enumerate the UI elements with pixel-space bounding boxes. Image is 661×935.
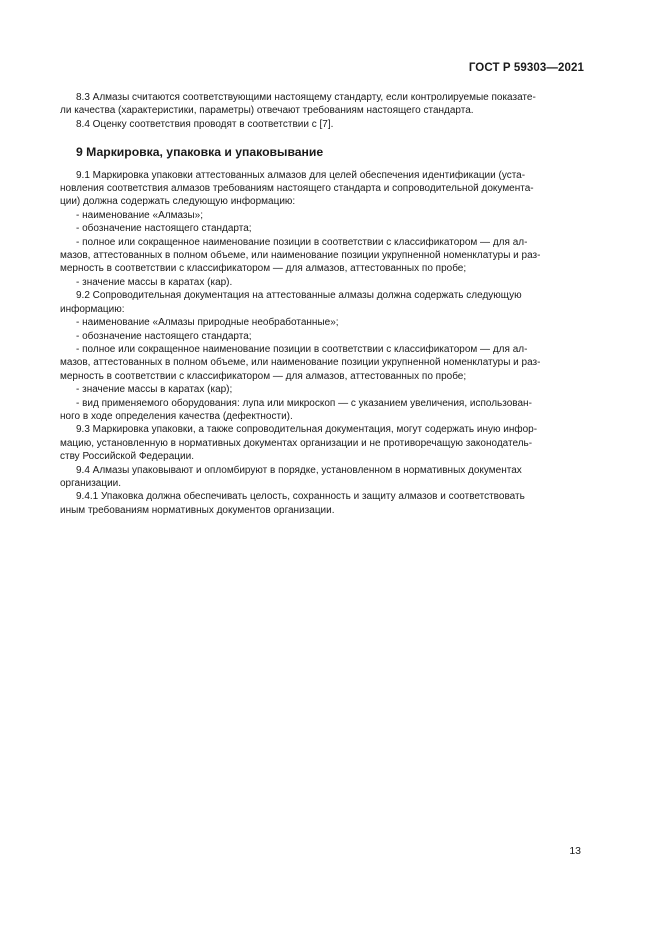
paragraph-9-3 [60, 423, 584, 463]
text-line: ли качества (характеристики, параметры) отвечают требованиям настоящего стандарта. [60, 105, 474, 117]
text-line: 9.1 Маркировка упаковки аттестованных алмазов для целей обеспечения идентификации (уста- [76, 169, 526, 181]
text-line: иным требованиям нормативных документов организации. [60, 504, 335, 516]
text-line: мерность в соответствии с классификатором — для алмазов, аттестованных по пробе; [60, 263, 467, 275]
list-item: - наименование «Алмазы природные необработанные»; [76, 317, 339, 329]
paragraph-9-4 [60, 464, 584, 491]
text-line: ции) должна содержать следующую информацию: [60, 196, 296, 208]
paragraph-8-3 [60, 91, 584, 118]
text-line: 8.3 Алмазы считаются соответствующими настоящему стандарту, если контролируемые показате- [76, 92, 536, 103]
paragraph-9-4-1 [60, 490, 584, 517]
text-line: мазов, аттестованных в полном объеме, или наименование позиции укрупненной номенклатуры и раз- [60, 250, 541, 262]
text-line: 9.4 Алмазы упаковывают и опломбируют в порядке, установленном в нормативных документах [76, 464, 522, 476]
list-item: - значение массы в каратах (кар). [76, 276, 233, 288]
section-heading-9: 9 Маркировка, упаковка и упаковывание [76, 145, 324, 160]
list-item: - полное или сокращенное наименование позиции в соответствии с классификатором — для ал- [76, 236, 528, 248]
paragraph-8-4 [60, 118, 584, 131]
text-line: 8.4 Оценку соответствия проводят в соответствии с [7]. [76, 118, 334, 130]
document-body [60, 91, 584, 517]
list-item: - вид применяемого оборудования: лупа или микроскоп — с указанием увеличения, использован- [76, 397, 532, 409]
paragraph-9-1 [60, 169, 584, 290]
text-line: мацию, установленную в нормативных документах организации и не противоречащую законодатель- [60, 437, 533, 449]
list-item: - значение массы в каратах (кар); [76, 384, 233, 396]
paragraph-9-2 [60, 289, 584, 423]
document-header: ГОСТ Р 59303—2021 [468, 62, 584, 74]
list-item: - обозначение настоящего стандарта; [76, 330, 252, 342]
text-line: мазов, аттестованных в полном объеме, или наименование позиции укрупненной номенклатуры и раз- [60, 357, 541, 369]
list-item: - обозначение настоящего стандарта; [76, 223, 252, 235]
list-item: - наименование «Алмазы»; [76, 209, 204, 221]
text-line: 9.4.1 Упаковка должна обеспечивать целость, сохранность и защиту алмазов и соответствовать [76, 491, 525, 503]
text-line: мерность в соответствии с классификатором — для алмазов, аттестованных по пробе; [60, 370, 467, 382]
text-line: ству Российской Федерации. [60, 451, 194, 463]
text-line: новления соответствия алмазов требованиям настоящего стандарта и сопроводительной документа- [60, 183, 534, 195]
text-line: 9.2 Сопроводительная документация на аттестованные алмазы должна содержать следующую [76, 290, 522, 302]
page-number: 13 [569, 845, 581, 857]
text-line: организации. [60, 477, 122, 489]
text-line: информацию: [60, 303, 125, 315]
list-item: - полное или сокращенное наименование позиции в соответствии с классификатором — для ал- [76, 343, 528, 355]
text-line: ного в ходе определения качества (дефектности). [60, 410, 293, 422]
text-line: 9.3 Маркировка упаковки, а также сопроводительная документация, могут содержать иную инфор- [76, 424, 538, 436]
